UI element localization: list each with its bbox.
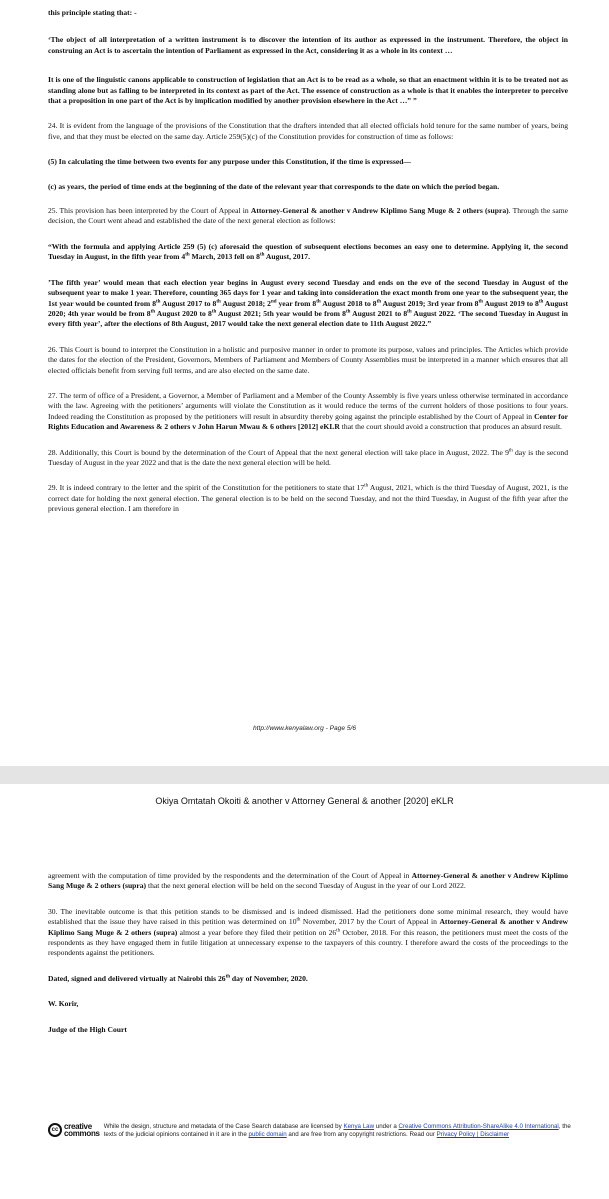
paragraph-29-continued: agreement with the computation of time provided by the respondents and the determination of the Court of Appeal in Attorney-General & another v Andrew Kiplimo Sang Muge & 2 others (supra) that the next general election will be held on the second Tuesday of August in the year of our Lord 2022. bbox=[48, 871, 568, 891]
signer-name: W. Korir, bbox=[48, 999, 79, 1009]
public-domain-link[interactable]: public domain bbox=[248, 1131, 287, 1139]
case-citation: Attorney-General & another v Andrew Kiplimo Sang Muge & 2 others (supra) bbox=[250, 206, 509, 216]
creative-commons-logo: cc creative commons bbox=[48, 1123, 100, 1137]
kenya-law-link[interactable]: Kenya Law bbox=[343, 1123, 375, 1130]
dated-line: Dated, signed and delivered virtually at Nairobi this 26th day of November, 2020. bbox=[48, 973, 308, 983]
page-6 bbox=[0, 784, 609, 1199]
page-separator bbox=[0, 766, 609, 784]
page-footer-url: http://www.kenyalaw.org - Page 5/6 bbox=[253, 725, 356, 732]
quote-fifth-year: ’The fifth year’ would mean that each election year begins in August every second Tuesday and ends on the eve of the second Tuesday in August of the subsequent year to make 1 year. Therefore, counting 365 days for 1 year and taking into consideration the exact month from one year to the subsequent year, the 1st year would be counted from 8th August 2017 to 8th August 2018; 2nd year from 8th August 2018 to 8th August 2019; 3rd year from 8th August 2019 to 8th August 2020; 4th year would be from 8th August 2020 to 8th August 2021; 5th year would be from 8th August 2021 to 8th August 2022. ‘The second Tuesday in August in every fifth year’, after the elections of 8th August, 2017 would take the next general election date to 11th August 2022.” bbox=[48, 277, 569, 329]
case-header-title: Okiya Omtatah Okoiti & another v Attorney General & another [2020] eKLR bbox=[155, 796, 454, 806]
paragraph-28: 28. Additionally, this Court is bound by the determination of the Court of Appeal that the next general election will take place in August, 2022. The 9th day is the second Tuesday of August in the year 2022 and that is the date the next general election will be held. bbox=[48, 447, 568, 467]
paragraph-25: 25. This provision has been interpreted by the Court of Appeal in Attorney-General & another v Andrew Kiplimo Sang Muge & 2 others (supra). Through the same decision, the Court went ahead and established the date of the next general election as follows: bbox=[48, 206, 568, 226]
cc-circle-icon: cc bbox=[48, 1123, 62, 1137]
signer-title: Judge of the High Court bbox=[48, 1024, 127, 1034]
privacy-disclaimer-link[interactable]: Privacy Policy | Disclaimer bbox=[436, 1131, 510, 1139]
cc-license-link[interactable]: Creative Commons Attribution-ShareAlike 4.0 International bbox=[398, 1123, 559, 1130]
paragraph-26: 26. This Court is bound to interpret the Constitution in a holistic and purposive manner in order to promote its purpose, values and principles. The Articles which provide the dates for the election of the President, Governors, Members of Parliament and Members of County Assemblies must be interpreted in a manner which ensures that all elected officials benefit from serving full terms, and are also elected on the same date. bbox=[48, 344, 568, 375]
paragraph-27: 27. The term of office of a President, a Governor, a Member of Parliament and a Member of the County Assembly is five years unless otherwise terminated in accordance with the law. Agreeing with the petitioners’ arguments will violate the Constitution as it would reduce the terms of the current holders of those positions to four years. Indeed reading the Constitution as proposed by the petitioners will result in absurdity thereby going against the principle established by the Court of Appeal in Center for Rights Education and Awareness & 2 others v John Harun Mwau & 6 others [2012] eKLR that the court should avoid a construction that produces an absurd result. bbox=[48, 390, 568, 432]
quote-formula: “With the formula and applying Article 259 (5) (c) aforesaid the question of subsequent elections becomes an easy one to determine. Applying it, the second Tuesday in August, in the fifth year from 4th March, 2013 fell on 8th August, 2017. bbox=[48, 241, 568, 262]
page-6-body bbox=[48, 871, 568, 1035]
license-footer bbox=[48, 1123, 578, 1140]
article-259-5-c: (c) as years, the period of time ends at the beginning of the date of the relevant year that corresponds to the date on which the period began. bbox=[48, 181, 500, 191]
paragraph-24: 24. It is evident from the language of the provisions of the Constitution that the drafters intended that all elected officials hold tenure for the same number of years, being five, and that they must be elected on the same day. Article 259(5)(c) of the Constitution provides for construction of time as follows: bbox=[48, 121, 568, 141]
page-5-body bbox=[48, 8, 568, 515]
case-citation: Attorney-General & another v Andrew Kiplimo Sang Muge & 2 others (supra) bbox=[48, 871, 568, 891]
quote-linguistic-canons: It is one of the linguistic canons applicable to construction of legislation that an Act is to be read as a whole, so that an enactment within it is to be treated not as standing alone but as falling to be interpreted in its context as part of the Act. The essence of construction as a whole is that it enables the interpreter to perceive that a proposition in one part of the Act is by implication modified by another provision elsewhere in the Act …” ” bbox=[48, 75, 568, 106]
case-citation: Attorney-General & another v Andrew Kiplimo Sang Muge & 2 others (supra) bbox=[48, 917, 569, 937]
article-259-5: (5) In calculating the time between two events for any purpose under this Constitution, if the time is expressed— bbox=[48, 157, 412, 167]
paragraph-29: 29. It is indeed contrary to the letter and the spirit of the Constitution for the petitioners to state that 17th August, 2021, which is the third Tuesday of August, 2021, is the correct date for holding the next general election. The general election is to be held on the second Tuesday, and not the third Tuesday, in August of the fifth year after the previous general election. I am therefore in bbox=[48, 483, 568, 514]
intro-line: this principle stating that: - bbox=[48, 8, 137, 17]
case-citation: Center for Rights Education and Awareness & 2 others v John Harun Mwau & 6 others [2012] eKLR bbox=[48, 411, 568, 432]
license-text: While the design, structure and metadata of the Case Search database are licensed by Kenya Law under a Creative Commons Attribution-ShareAlike 4.0 International, the texts of the judicial opinions contained in it are in the public domain and are free from any copyright restrictions. Read our Privacy Policy | Disclaimer bbox=[103, 1123, 571, 1139]
quote-object-of-interpretation: ‘The object of all interpretation of a written instrument is to discover the intention of its author as expressed in the instrument. Therefore, the object in construing an Act is to ascertain the intention of Parliament as expressed in the Act, considering it as a whole in its context … bbox=[48, 35, 568, 55]
paragraph-30: 30. The inevitable outcome is that this petition stands to be dismissed and is indeed dismissed. Had the petitioners done some minimal research, they would have established that the issue they have raised in this petition was determined on 10th November, 2017 by the Court of Appeal in Attorney-General & another v Andrew Kiplimo Sang Muge & 2 others (supra) almost a year before they filed their petition on 26th October, 2018. For this reason, the petitioners must meet the costs of the respondents as they have engaged them in futile litigation at unnecessary expense to the taxpayers of this country. I therefore award the costs of the proceedings to the respondents against the petitioners. bbox=[48, 906, 569, 958]
